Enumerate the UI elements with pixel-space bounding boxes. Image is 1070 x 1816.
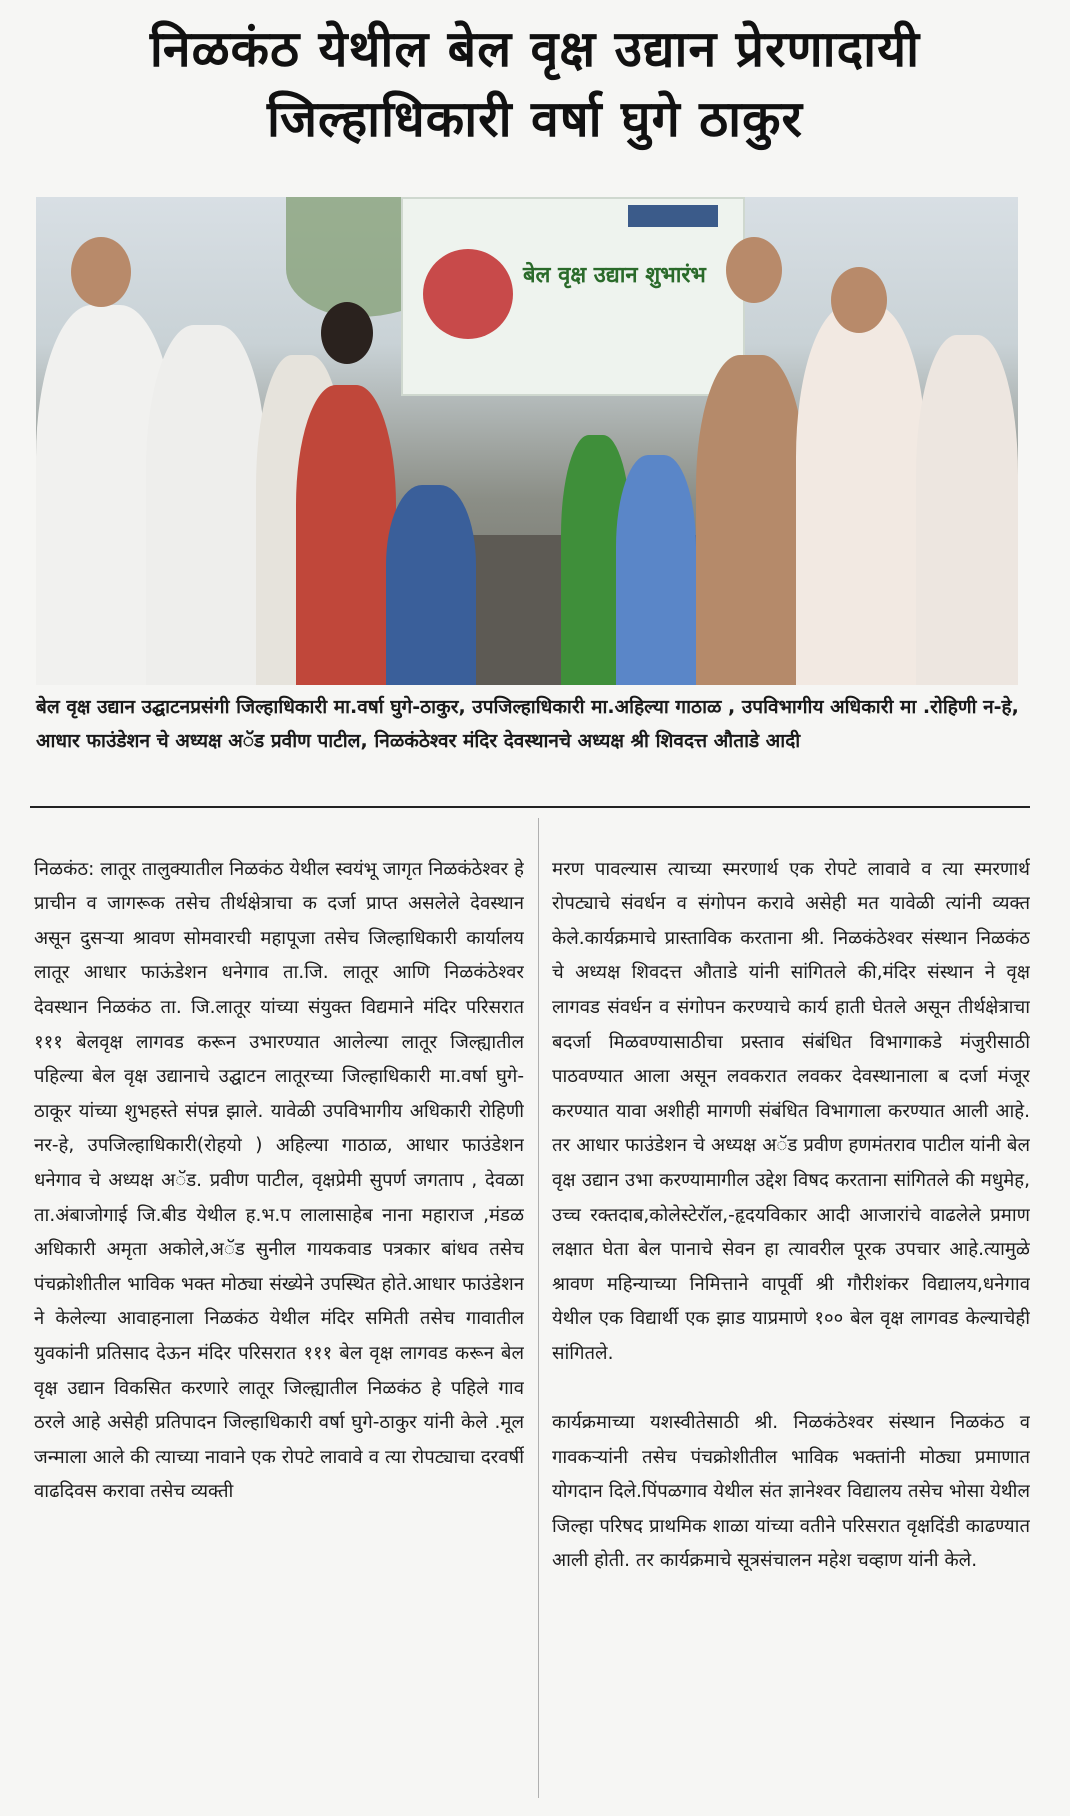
- person-head: [831, 267, 887, 333]
- event-banner: [401, 197, 745, 396]
- banner-emblem: [423, 249, 513, 339]
- headline: [30, 14, 1040, 154]
- headline-line-2: जिल्हाधिकारी वर्षा घुगे ठाकुर: [267, 90, 803, 148]
- person-figure: [916, 335, 1018, 685]
- person-figure: [146, 325, 266, 685]
- person-head: [726, 237, 782, 303]
- banner-title: बेल वृक्ष उद्यान शुभारंभ: [523, 263, 706, 288]
- article-paragraph: मरण पावल्यास त्याच्या स्मरणार्थ एक रोपटे लावावे व त्या स्मरणार्थ रोपट्याचे संवर्धन व संगोपन करावे असेही मत यावेळी त्यांनी व्यक्त केले.कार्यक्रमाचे प्रास्ताविक करताना श्री. निळकंठेश्वर संस्थान निळकंठ चे अध्यक्ष शिवदत्त औताडे यांनी सांगितले की,मंदिर संस्थान ने वृक्ष लागवड संवर्धन व संगोपन करण्याचे कार्य हाती घेतले असून तीर्थक्षेत्राचा बदर्जा मिळवण्यासाठीचा प्रस्ताव संबंधित विभागाकडे मंजुरीसाठी पाठवण्यात आला असून लवकरात लवकर देवस्थानाला ब दर्जा मंजूर करण्यात यावा अशीही मागणी संबंधित विभागाला करण्यात आली आहे. तर आधार फाउंडेशन चे अध्यक्ष अॅड प्रवीण हणमंतराव पाटील यांनी बेल वृक्ष उद्यान उभा करण्यामागील उद्देश विषद करताना सांगितले की मधुमेह, उच्च रक्तदाब,कोलेस्टेरॉल,-हृदयविकार आदी आजारांचे वाढलेले प्रमाण लक्षात घेता बेल पानाचे सेवन हा त्यावरील पूरक उपचार आहे.त्यामुळे श्रावण महिन्याच्या निमित्ताने वापूर्वी श्री गौरीशंकर विद्यालय,धनेगाव येथील एक विद्यार्थी एक झाड याप्रमाणे १०० बेल वृक्ष लागवड केल्याचेही सांगितले.: [552, 858, 1030, 1364]
- section-rule: [30, 806, 1030, 808]
- person-figure: [296, 385, 396, 685]
- headline-line-1: निळकंठ येथील बेल वृक्ष उद्यान प्रेरणादायी: [149, 20, 921, 78]
- article-paragraph: निळकंठ: लातूर तालुक्यातील निळकंठ येथील स्वयंभू जागृत निळकंठेश्वर हे प्राचीन व जागरूक तसेच तीर्थक्षेत्राचा क दर्जा प्राप्त असलेले देवस्थान असून दुसऱ्या श्रावण सोमवारची महापूजा तसेच जिल्हाधिकारी कार्यालय लातूर आधार फाऊंडेशन धनेगाव ता.जि. लातूर आणि निळकंठेश्वर देवस्थान निळकंठ ता. जि.लातूर यांच्या संयुक्त विद्यमाने मंदिर परिसरात १११ बेलवृक्ष लागवड करून उभारण्यात आलेल्या लातूर जिल्ह्यातील पहिल्या बेल वृक्ष उद्यानाचे उद्घाटन लातूरच्या जिल्हाधिकारी मा.वर्षा घुगे-ठाकूर यांच्या शुभहस्ते संपन्न झाले. यावेळी उपविभागीय अधिकारी रोहिणी नर-हे, उपजिल्हाधिकारी(रोहयो ) अहिल्या गाठाळ, आधार फाउंडेशन धनेगाव चे अध्यक्ष अॅड. प्रवीण पाटील, वृक्षप्रेमी सुपर्ण जगताप , देवळा ता.अंबाजोगाई जि.बीड येथील ह.भ.प लालासाहेब नाना महाराज ,मंडळ अधिकारी अमृता अकोले,अॅड सुनील गायकवाड पत्रकार बांधव तसेच पंचक्रोशीतील भाविक भक्त मोठ्या संख्येने उपस्थित होते.आधार फाउंडेशन ने केलेल्या आवाहनाला निळकंठ येथील मंदिर समिती तसेच गावातील युवकांनी प्रतिसाद देऊन मंदिर परिसरात १११ बेल वृक्ष लागवड करून बेल वृक्ष उद्यान विकसित करणारे लातूर जिल्ह्यातील निळकंठ हे पहिले गाव ठरले आहे असेही प्रतिपादन जिल्हाधिकारी वर्षा घुगे-ठाकुर यांनी केले .मूल जन्माला आले की त्याच्या नावाने एक रोपटे लावावे व त्या रोपट्याचा दरवर्षी वाढदिवस करावा तसेच व्यक्ती: [34, 858, 524, 1503]
- news-photo: [36, 197, 1018, 685]
- article-column-left: [34, 818, 524, 1808]
- column-divider: [538, 818, 539, 1798]
- person-figure: [386, 485, 476, 685]
- article-column-right: [552, 818, 1030, 1808]
- person-figure: [696, 355, 806, 685]
- photo-caption: बेल वृक्ष उद्यान उद्घाटनप्रसंगी जिल्हाधिकारी मा.वर्षा घुगे-ठाकुर, उपजिल्हाधिकारी मा.अहिल्या गाठाळ , उपविभागीय अधिकारी मा .रोहिणी न-हे, आधार फाउंडेशन चे अध्यक्ष अॅड प्रवीण पाटील, निळकंठेश्वर मंदिर देवस्थानचे अध्यक्ष श्री शिवदत्त औताडे आदी: [36, 696, 1019, 752]
- person-figure: [616, 455, 696, 685]
- banner-logo: [628, 205, 718, 227]
- person-figure: [796, 305, 926, 685]
- article-paragraph: कार्यक्रमाच्या यशस्वीतेसाठी श्री. निळकंठेश्वर संस्थान निळकंठ व गावकऱ्यांनी तसेच पंचक्रोशीतील भाविक भक्तांनी मोठ्या प्रमाणात योगदान दिले.पिंपळगाव येथील संत ज्ञानेश्वर विद्यालय तसेच भोसा येथील जिल्हा परिषद प्राथमिक शाळा यांच्या वतीने परिसरात वृक्षदिंडी काढण्यात आली होती. तर कार्यक्रमाचे सूत्रसंचालन महेश चव्हाण यांनी केले.: [552, 1412, 1030, 1572]
- person-head: [321, 302, 373, 364]
- person-head: [71, 237, 131, 307]
